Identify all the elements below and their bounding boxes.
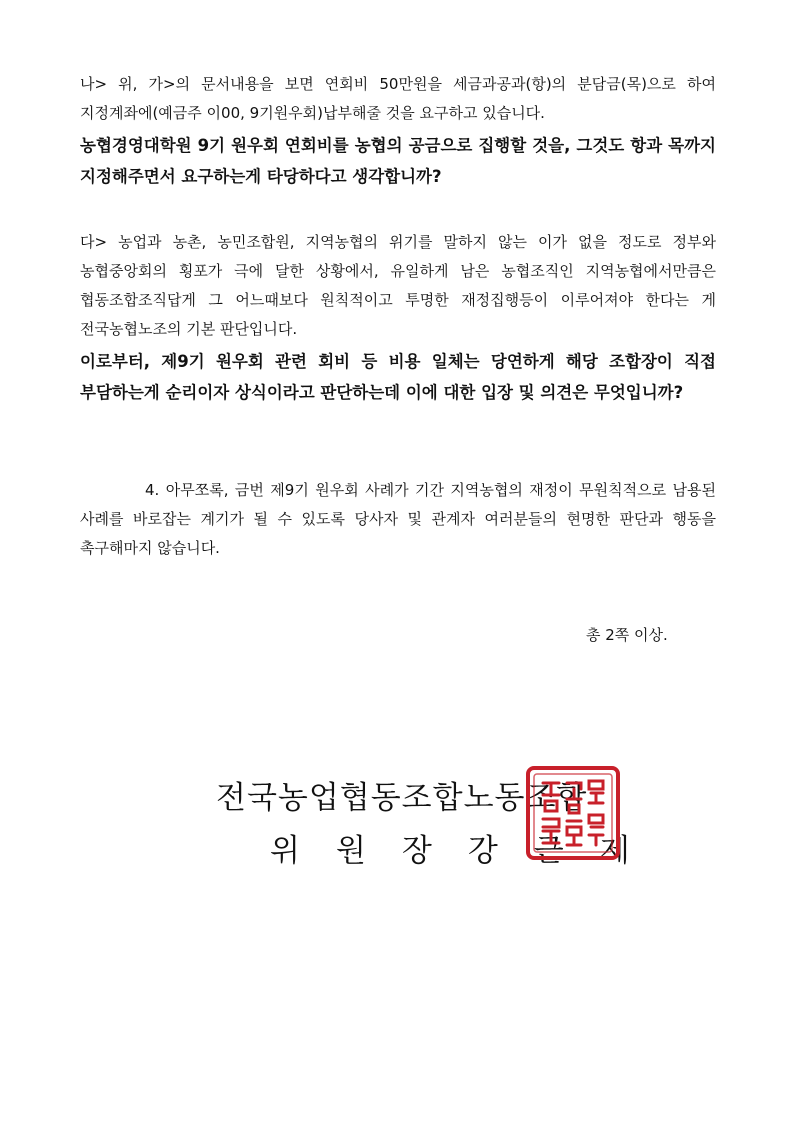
paragraph-da: 다> 농업과 농촌, 농민조합원, 지역농협의 위기를 말하지 않는 이가 없을 정도로 정부와 농협중앙회의 횡포가 극에 달한 상황에서, 유일하게 남은 농협조직인 지역농협에서만큼은 협동조합조직답게 그 어느때보다 원칙적이고 투명한 재정집행등이 이루어져야 한다는 게 전국농협노조의 기본 판단입니다.	[80, 233, 716, 338]
question-na: 농협경영대학원 9기 원우회 연회비를 농협의 공금으로 집행할 것을, 그것도 항과 목까지 지정해주면서 요구하는게 타당하다고 생각합니까?	[80, 136, 716, 186]
official-seal-stamp	[525, 765, 621, 861]
organization-name: 전국농업협동조합노동조합	[216, 780, 588, 816]
paragraph-4: 4. 아무쪼록, 금번 제9기 원우회 사례가 기간 지역농협의 재정이 무원칙적으로 남용된 사례를 바로잡는 계기가 될 수 있도록 당사자 및 관계자 여러분들의 현명한 판단과 행동을 촉구해마지 않습니다.	[80, 481, 716, 557]
question-da: 이로부터, 제9기 원우회 관련 회비 등 비용 일체는 당연하게 해당 조합장이 직접 부담하는게 순리이자 상식이라고 판단하는데 이에 대한 입장 및 의견은 무엇입니까?	[80, 352, 716, 402]
signatory-title: 위원장강근제	[270, 833, 666, 869]
total-pages-note: 총 2쪽 이상.	[586, 626, 668, 644]
paragraph-na: 나> 위, 가>의 문서내용을 보면 연회비 50만원을 세금과공과(항)의 분담금(목)으로 하여 지정계좌에(예금주 이00, 9기원우회)납부해줄 것을 요구하고 있습니다.	[80, 75, 716, 122]
seal-glyphs	[543, 781, 603, 845]
